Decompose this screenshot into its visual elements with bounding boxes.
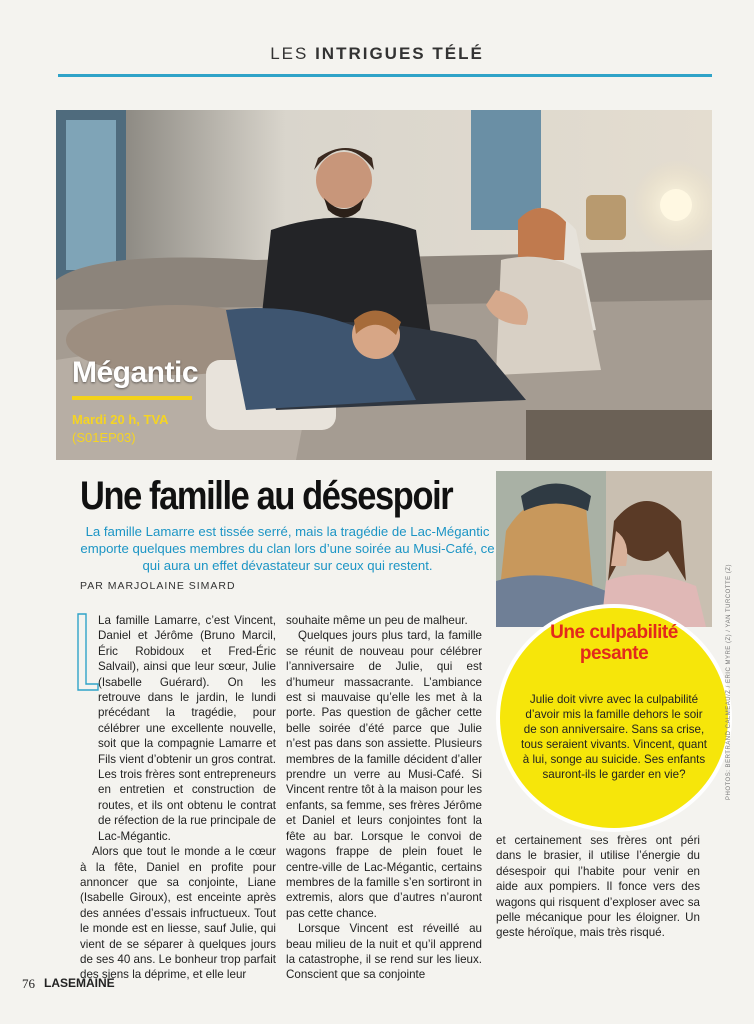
paragraph: La famille Lamarre, c’est Vincent, Daniel et Jérôme (Bruno Marcil, Éric Robidoux et Fred-Éric Salvail), ainsi que leur sœur, Julie (Isabelle Guérard). On les retrouve dans le jardin, le lundi précédant la tragédie, pour célébrer une excellente nouvelle, soit que la compagnie Lamarre et Fils vient d’obtenir un gros contrat. Les trois frères sont entrepreneurs en entretien et construction de routes, et ils ont obtenu le contrat de réfection de la rue principale de Lac-Mégantic.	[98, 614, 276, 843]
lede: La famille Lamarre est tissée serré, mais la tragédie de Lac-Mégantic emporte quelques membres du clan lors d’une soirée au Musi-Café, ce qui aura un effet dévastateur sur ceux qui restent.	[80, 524, 495, 573]
paragraph: Alors que tout le monde a le cœur à la fête, Daniel en profite pour annoncer que sa conjointe, Liane (Isabelle Giroux), est enceinte après des années d’essais infructueux. Tout le monde est en liesse, sauf Julie, qui vient de se séparer à quelques jours de ses 40 ans. Le bonheur trop parfait des siens la déprime, et elle leur	[80, 845, 276, 982]
section-title: INTRIGUES TÉLÉ	[315, 44, 484, 63]
paragraph: et certainement ses frères ont péri dans le brasier, il utilise l’énergie du désespoir qui l’habite pour venir en aide aux pompiers. Il fonce vers des wagons qui risquent d’exploser avec sa pelle mécanique pour les éloigner. Un geste héroïque, mais très risqué.	[496, 834, 700, 940]
article-column-1	[80, 613, 276, 983]
headline: Une famille au désespoir	[80, 474, 453, 518]
section-header	[0, 44, 754, 64]
show-title-underline	[72, 396, 192, 400]
magazine-name: LASEMAINE	[44, 976, 115, 990]
header-rule	[58, 74, 712, 77]
secondary-photo	[496, 471, 712, 627]
show-title: Mégantic	[72, 356, 199, 389]
article-column-3	[496, 833, 700, 941]
show-airtime: Mardi 20 h, TVA	[72, 412, 169, 427]
byline: PAR MARJOLAINE SIMARD	[80, 580, 236, 592]
paragraph: souhaite même un peu de malheur.	[286, 614, 468, 627]
callout-bubble	[500, 608, 728, 828]
photo-credit: PHOTOS: BERTRAND CALMEAU/Z / ERIC MYRE (Z) / YAN TURCOTTE (Z)	[726, 564, 732, 800]
page-number: 76	[22, 976, 35, 991]
section-prefix: LES	[270, 44, 309, 63]
paragraph: Quelques jours plus tard, la famille se réunit de nouveau pour célébrer l’anniversaire de Julie, qui est d’humeur massacrante. L’ambiance est si mauvaise qu’elle les met à la porte. Pas question de gâcher cette belle soirée d’été parce que Julie n’est pas dans son assiette. Plusieurs membres de la famille décident d’aller prendre un verre au Musi-Café. Si Vincent rentre tôt à la maison pour les enfants, sa femme, ses frères Jérôme et Daniel et leurs conjointes font la fête au bar. Lorsque le convoi de wagons frappe de plein fouet le centre-ville de Lac-Mégantic, certains membres de la famille s’en sortiront in extremis, alors que d’autres n’auront pas cette chance.	[286, 629, 482, 920]
article-column-2	[286, 613, 482, 983]
callout-title: Une culpabilité pesante	[550, 622, 678, 664]
callout-text: Julie doit vivre avec la culpabilité d’avoir mis la famille dehors le soir de son anniversaire. Sans sa crise, tous seraient vivants. Vincent, quant à lui, songe au suicide. Ses enfants sauront-ils le garder en vie?	[520, 693, 708, 781]
main-photo	[56, 110, 712, 460]
paragraph: Lorsque Vincent est réveillé au beau milieu de la nuit et qu’il apprend la catastrophe, il se rend sur les lieux. Conscient que sa conjointe	[286, 922, 482, 982]
show-episode: (S01EP03)	[72, 430, 136, 445]
